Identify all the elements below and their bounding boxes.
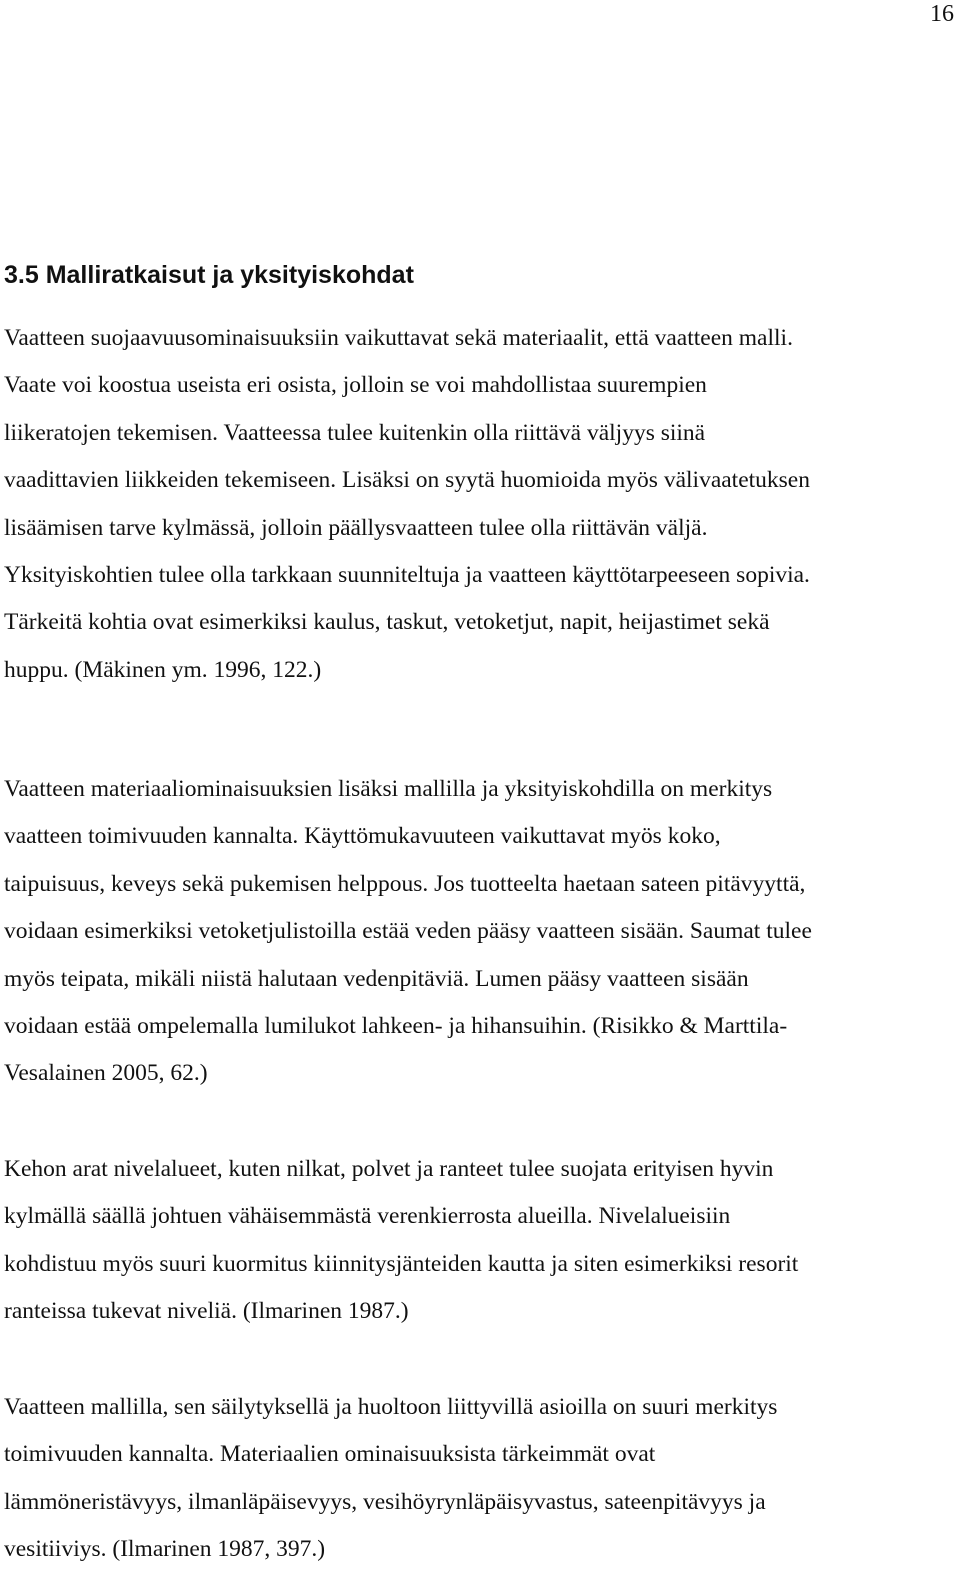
text-line: huppu. (Mäkinen ym. 1996, 122.) <box>4 656 322 683</box>
text-line: lämmöneristävyys, ilmanläpäisevyys, vesihöyrynläpäisyvastus, sateenpitävyys ja <box>4 1488 766 1515</box>
text-line: voidaan estää ompelemalla lumilukot lahkeen- ja hihansuihin. (Risikko & Marttila- <box>4 1013 788 1040</box>
paragraph <box>4 766 954 1098</box>
text-line: Vaatteen suojaavuusominaisuuksiin vaikuttavat sekä materiaalit, että vaatteen malli. <box>4 325 793 351</box>
text-line: kohdistuu myös suuri kuormitus kiinnitysjänteiden kautta ja siten esimerkiksi resorit <box>4 1250 799 1277</box>
text-line: Vesalainen 2005, 62.) <box>4 1060 208 1087</box>
text-line: myös teipata, mikäli niistä halutaan vedenpitäviä. Lumen pääsy vaatteen sisään <box>4 965 749 992</box>
text-line: Vaatteen mallilla, sen säilytyksellä ja huoltoon liittyvillä asioilla on suuri merkitys <box>4 1394 778 1420</box>
text-line: Kehon arat nivelalueet, kuten nilkat, polvet ja ranteet tulee suojata erityisen hyvin <box>4 1156 774 1182</box>
text-line: vaadittavien liikkeiden tekemiseen. Lisäksi on syytä huomioida myös välivaatetuksen <box>4 467 810 494</box>
text-line: toimivuuden kannalta. Materiaalien ominaisuuksista tärkeimmät ovat <box>4 1441 656 1468</box>
text-line: liikeratojen tekemisen. Vaatteessa tulee kuitenkin olla riittävä väljyys siinä <box>4 419 706 446</box>
page-number: 16 <box>930 1 954 27</box>
text-line: Vaatteen materiaaliominaisuuksien lisäksi mallilla ja yksityiskohdilla on merkitys <box>4 776 773 802</box>
text-line: lisäämisen tarve kylmässä, jolloin päällysvaatteen tulee olla riittävän väljä. <box>4 514 708 541</box>
paragraph <box>4 1384 954 1574</box>
text-line: voidaan esimerkiksi vetoketjulistoilla estää veden pääsy vaatteen sisään. Saumat tulee <box>4 918 812 945</box>
paragraph <box>4 1146 954 1336</box>
paragraph <box>4 315 954 694</box>
text-line: ranteissa tukevat niveliä. (Ilmarinen 1987.) <box>4 1298 409 1325</box>
section-heading: 3.5 Malliratkaisut ja yksityiskohdat <box>4 261 414 289</box>
text-line: Tärkeitä kohtia ovat esimerkiksi kaulus, taskut, vetoketjut, napit, heijastimet sekä <box>4 609 770 636</box>
text-line: kylmällä säällä johtuen vähäisemmästä verenkierrosta alueilla. Nivelalueisiin <box>4 1203 731 1230</box>
text-line: Yksityiskohtien tulee olla tarkkaan suunniteltuja ja vaatteen käyttötarpeeseen sopivia. <box>4 562 810 589</box>
text-line: vesitiiviys. (Ilmarinen 1987, 397.) <box>4 1536 326 1563</box>
text-line: vaatteen toimivuuden kannalta. Käyttömukavuuteen vaikuttavat myös koko, <box>4 823 721 850</box>
text-line: taipuisuus, keveys sekä pukemisen helppous. Jos tuotteelta haetaan sateen pitävyyttä, <box>4 870 806 897</box>
text-line: Vaate voi koostua useista eri osista, jolloin se voi mahdollistaa suurempien <box>4 372 707 399</box>
